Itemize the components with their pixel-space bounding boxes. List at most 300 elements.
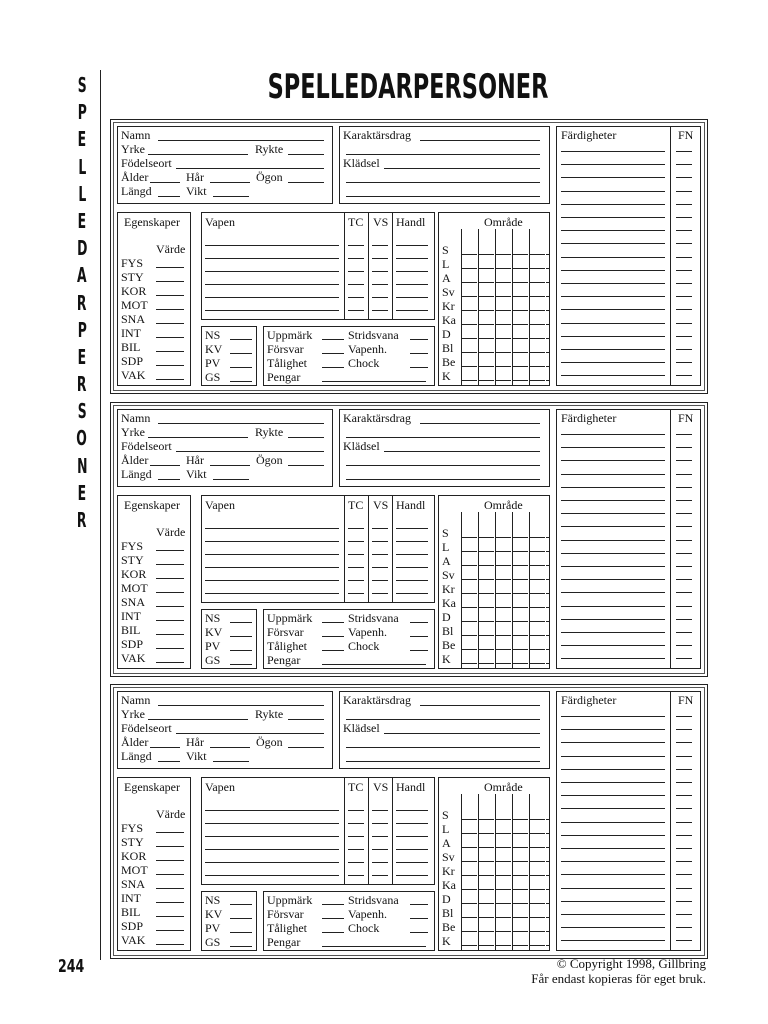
area-cell-field[interactable] (496, 565, 511, 566)
vs-field[interactable] (372, 862, 388, 863)
area-cell-field[interactable] (462, 254, 477, 255)
area-cell-field[interactable] (546, 268, 549, 269)
skill-level-field[interactable] (676, 566, 692, 567)
tc-field[interactable] (348, 823, 364, 824)
area-cell-field[interactable] (462, 338, 477, 339)
hair-field[interactable] (210, 465, 250, 466)
area-cell-field[interactable] (546, 621, 549, 622)
attribute-value-field[interactable] (156, 337, 184, 338)
secondary-value-field[interactable] (230, 664, 252, 665)
tc-field[interactable] (348, 258, 364, 259)
skill-level-field[interactable] (676, 487, 692, 488)
secondary-value-field[interactable] (230, 339, 252, 340)
traits-field[interactable] (420, 705, 540, 706)
skill-level-field[interactable] (676, 658, 692, 659)
skill-level-field[interactable] (676, 769, 692, 770)
area-cell-field[interactable] (479, 537, 494, 538)
area-cell-field[interactable] (546, 380, 549, 381)
area-cell-field[interactable] (496, 621, 511, 622)
weapon-skill-field[interactable] (410, 918, 428, 919)
area-cell-field[interactable] (462, 296, 477, 297)
area-cell-field[interactable] (496, 268, 511, 269)
skill-level-field[interactable] (676, 861, 692, 862)
skill-level-field[interactable] (676, 782, 692, 783)
skill-name-field[interactable] (561, 243, 665, 244)
skill-name-field[interactable] (561, 164, 665, 165)
tc-field[interactable] (348, 554, 364, 555)
area-cell-field[interactable] (496, 819, 511, 820)
skill-level-field[interactable] (676, 632, 692, 633)
area-cell-field[interactable] (513, 649, 528, 650)
handling-field[interactable] (396, 849, 428, 850)
area-cell-field[interactable] (479, 621, 494, 622)
handling-field[interactable] (396, 593, 428, 594)
attribute-value-field[interactable] (156, 846, 184, 847)
skill-name-field[interactable] (561, 756, 665, 757)
skill-level-field[interactable] (676, 230, 692, 231)
skill-name-field[interactable] (561, 375, 665, 376)
attribute-value-field[interactable] (156, 832, 184, 833)
skill-level-field[interactable] (676, 553, 692, 554)
area-cell-field[interactable] (513, 819, 528, 820)
weapon-field[interactable] (205, 580, 339, 581)
area-cell-field[interactable] (513, 833, 528, 834)
skill-name-field[interactable] (561, 742, 665, 743)
skill-name-field[interactable] (561, 940, 665, 941)
area-cell-field[interactable] (462, 282, 477, 283)
area-cell-field[interactable] (513, 663, 528, 664)
reputation-field[interactable] (288, 437, 324, 438)
handling-field[interactable] (396, 541, 428, 542)
area-cell-field[interactable] (479, 861, 494, 862)
clothing-field[interactable] (384, 733, 540, 734)
clothing-field[interactable] (384, 168, 540, 169)
area-cell-field[interactable] (479, 551, 494, 552)
area-cell-field[interactable] (513, 931, 528, 932)
area-cell-field[interactable] (496, 254, 511, 255)
area-cell-field[interactable] (479, 282, 494, 283)
age-field[interactable] (150, 182, 180, 183)
hair-field[interactable] (210, 747, 250, 748)
skill-name-field[interactable] (561, 888, 665, 889)
area-cell-field[interactable] (496, 366, 511, 367)
skill-name-field[interactable] (561, 151, 665, 152)
skill-name-field[interactable] (561, 658, 665, 659)
skill-level-field[interactable] (676, 645, 692, 646)
skill-name-field[interactable] (561, 217, 665, 218)
area-cell-field[interactable] (479, 324, 494, 325)
secondary-value-field[interactable] (230, 636, 252, 637)
eyes-field[interactable] (288, 465, 324, 466)
area-cell-field[interactable] (496, 352, 511, 353)
attribute-value-field[interactable] (156, 365, 184, 366)
area-cell-field[interactable] (496, 635, 511, 636)
secondary-value-field[interactable] (230, 946, 252, 947)
weight-field[interactable] (213, 761, 249, 762)
area-cell-field[interactable] (513, 579, 528, 580)
toughness-field[interactable] (322, 932, 344, 933)
area-cell-field[interactable] (546, 579, 549, 580)
area-cell-field[interactable] (530, 593, 545, 594)
toughness-field[interactable] (322, 650, 344, 651)
tc-field[interactable] (348, 567, 364, 568)
skill-level-field[interactable] (676, 257, 692, 258)
area-cell-field[interactable] (546, 593, 549, 594)
skill-level-field[interactable] (676, 191, 692, 192)
shock-field[interactable] (410, 367, 428, 368)
skill-name-field[interactable] (561, 795, 665, 796)
area-cell-field[interactable] (546, 663, 549, 664)
area-cell-field[interactable] (479, 663, 494, 664)
area-cell-field[interactable] (546, 254, 549, 255)
vs-field[interactable] (372, 836, 388, 837)
area-cell-field[interactable] (462, 551, 477, 552)
area-cell-field[interactable] (496, 875, 511, 876)
skill-level-field[interactable] (676, 309, 692, 310)
weapon-field[interactable] (205, 875, 339, 876)
area-cell-field[interactable] (479, 819, 494, 820)
area-cell-field[interactable] (546, 551, 549, 552)
traits-field[interactable] (420, 423, 540, 424)
area-cell-field[interactable] (546, 282, 549, 283)
attribute-value-field[interactable] (156, 888, 184, 889)
area-cell-field[interactable] (513, 310, 528, 311)
area-cell-field[interactable] (462, 621, 477, 622)
skill-name-field[interactable] (561, 566, 665, 567)
area-cell-field[interactable] (513, 903, 528, 904)
tc-field[interactable] (348, 836, 364, 837)
area-cell-field[interactable] (462, 903, 477, 904)
area-cell-field[interactable] (530, 861, 545, 862)
area-cell-field[interactable] (546, 819, 549, 820)
weapon-field[interactable] (205, 297, 339, 298)
handling-field[interactable] (396, 580, 428, 581)
handling-field[interactable] (396, 554, 428, 555)
attribute-value-field[interactable] (156, 309, 184, 310)
shock-field[interactable] (410, 650, 428, 651)
area-cell-field[interactable] (462, 861, 477, 862)
skill-level-field[interactable] (676, 914, 692, 915)
tc-field[interactable] (348, 245, 364, 246)
attribute-value-field[interactable] (156, 379, 184, 380)
area-cell-field[interactable] (530, 380, 545, 381)
reputation-field[interactable] (288, 719, 324, 720)
clothing-field[interactable] (346, 182, 540, 183)
skill-level-field[interactable] (676, 362, 692, 363)
age-field[interactable] (150, 747, 180, 748)
attribute-value-field[interactable] (156, 578, 184, 579)
vs-field[interactable] (372, 271, 388, 272)
toughness-field[interactable] (322, 367, 344, 368)
skill-level-field[interactable] (676, 808, 692, 809)
birthplace-field[interactable] (176, 451, 324, 452)
skill-level-field[interactable] (676, 592, 692, 593)
defense-field[interactable] (322, 636, 344, 637)
name-field[interactable] (158, 140, 324, 141)
area-cell-field[interactable] (479, 945, 494, 946)
area-cell-field[interactable] (462, 819, 477, 820)
skill-level-field[interactable] (676, 460, 692, 461)
skill-name-field[interactable] (561, 336, 665, 337)
vs-field[interactable] (372, 849, 388, 850)
attribute-value-field[interactable] (156, 564, 184, 565)
area-cell-field[interactable] (513, 282, 528, 283)
area-cell-field[interactable] (530, 537, 545, 538)
area-cell-field[interactable] (513, 917, 528, 918)
area-cell-field[interactable] (479, 847, 494, 848)
attribute-value-field[interactable] (156, 606, 184, 607)
skill-level-field[interactable] (676, 888, 692, 889)
skill-level-field[interactable] (676, 756, 692, 757)
attribute-value-field[interactable] (156, 634, 184, 635)
area-cell-field[interactable] (530, 663, 545, 664)
skill-name-field[interactable] (561, 204, 665, 205)
area-cell-field[interactable] (546, 366, 549, 367)
battle-experience-field[interactable] (410, 904, 428, 905)
area-cell-field[interactable] (496, 861, 511, 862)
vs-field[interactable] (372, 593, 388, 594)
attribute-value-field[interactable] (156, 874, 184, 875)
skill-name-field[interactable] (561, 513, 665, 514)
area-cell-field[interactable] (479, 649, 494, 650)
vs-field[interactable] (372, 284, 388, 285)
battle-experience-field[interactable] (410, 622, 428, 623)
weapon-field[interactable] (205, 271, 339, 272)
money-field[interactable] (322, 381, 426, 382)
area-cell-field[interactable] (530, 931, 545, 932)
skill-name-field[interactable] (561, 323, 665, 324)
area-cell-field[interactable] (530, 338, 545, 339)
area-cell-field[interactable] (513, 366, 528, 367)
attribute-value-field[interactable] (156, 902, 184, 903)
attribute-value-field[interactable] (156, 592, 184, 593)
weapon-field[interactable] (205, 284, 339, 285)
awareness-field[interactable] (322, 622, 344, 623)
skill-name-field[interactable] (561, 296, 665, 297)
weapon-field[interactable] (205, 567, 339, 568)
area-cell-field[interactable] (496, 282, 511, 283)
area-cell-field[interactable] (513, 861, 528, 862)
skill-level-field[interactable] (676, 526, 692, 527)
area-cell-field[interactable] (530, 903, 545, 904)
area-cell-field[interactable] (530, 833, 545, 834)
attribute-value-field[interactable] (156, 662, 184, 663)
area-cell-field[interactable] (513, 254, 528, 255)
area-cell-field[interactable] (479, 875, 494, 876)
area-cell-field[interactable] (530, 607, 545, 608)
handling-field[interactable] (396, 297, 428, 298)
clothing-field[interactable] (384, 451, 540, 452)
area-cell-field[interactable] (479, 268, 494, 269)
area-cell-field[interactable] (530, 917, 545, 918)
skill-name-field[interactable] (561, 230, 665, 231)
area-cell-field[interactable] (462, 366, 477, 367)
secondary-value-field[interactable] (230, 381, 252, 382)
attribute-value-field[interactable] (156, 860, 184, 861)
vs-field[interactable] (372, 554, 388, 555)
weapon-field[interactable] (205, 554, 339, 555)
vs-field[interactable] (372, 875, 388, 876)
area-cell-field[interactable] (479, 607, 494, 608)
skill-level-field[interactable] (676, 619, 692, 620)
tc-field[interactable] (348, 810, 364, 811)
skill-level-field[interactable] (676, 795, 692, 796)
awareness-field[interactable] (322, 904, 344, 905)
area-cell-field[interactable] (479, 593, 494, 594)
secondary-value-field[interactable] (230, 367, 252, 368)
skill-name-field[interactable] (561, 553, 665, 554)
skill-level-field[interactable] (676, 901, 692, 902)
skill-name-field[interactable] (561, 632, 665, 633)
area-cell-field[interactable] (496, 324, 511, 325)
weapon-field[interactable] (205, 593, 339, 594)
profession-field[interactable] (148, 154, 248, 155)
traits-field[interactable] (420, 140, 540, 141)
vs-field[interactable] (372, 245, 388, 246)
area-cell-field[interactable] (496, 296, 511, 297)
age-field[interactable] (150, 465, 180, 466)
area-cell-field[interactable] (496, 338, 511, 339)
skill-level-field[interactable] (676, 500, 692, 501)
skill-name-field[interactable] (561, 914, 665, 915)
area-cell-field[interactable] (530, 635, 545, 636)
vs-field[interactable] (372, 297, 388, 298)
weapon-field[interactable] (205, 245, 339, 246)
handling-field[interactable] (396, 258, 428, 259)
skill-name-field[interactable] (561, 808, 665, 809)
name-field[interactable] (158, 423, 324, 424)
hair-field[interactable] (210, 182, 250, 183)
height-field[interactable] (158, 479, 180, 480)
skill-name-field[interactable] (561, 540, 665, 541)
area-cell-field[interactable] (479, 917, 494, 918)
area-cell-field[interactable] (513, 268, 528, 269)
skill-level-field[interactable] (676, 606, 692, 607)
skill-name-field[interactable] (561, 191, 665, 192)
weight-field[interactable] (213, 479, 249, 480)
area-cell-field[interactable] (462, 310, 477, 311)
area-cell-field[interactable] (462, 889, 477, 890)
attribute-value-field[interactable] (156, 351, 184, 352)
tc-field[interactable] (348, 875, 364, 876)
skill-level-field[interactable] (676, 375, 692, 376)
area-cell-field[interactable] (546, 861, 549, 862)
skill-name-field[interactable] (561, 257, 665, 258)
area-cell-field[interactable] (513, 847, 528, 848)
reputation-field[interactable] (288, 154, 324, 155)
traits-field[interactable] (346, 154, 540, 155)
skill-name-field[interactable] (561, 606, 665, 607)
area-cell-field[interactable] (462, 593, 477, 594)
area-cell-field[interactable] (479, 352, 494, 353)
skill-level-field[interactable] (676, 874, 692, 875)
skill-level-field[interactable] (676, 513, 692, 514)
skill-name-field[interactable] (561, 579, 665, 580)
battle-experience-field[interactable] (410, 339, 428, 340)
area-cell-field[interactable] (496, 593, 511, 594)
area-cell-field[interactable] (496, 903, 511, 904)
skill-level-field[interactable] (676, 940, 692, 941)
handling-field[interactable] (396, 836, 428, 837)
skill-level-field[interactable] (676, 927, 692, 928)
area-cell-field[interactable] (496, 917, 511, 918)
area-cell-field[interactable] (530, 352, 545, 353)
vs-field[interactable] (372, 258, 388, 259)
area-cell-field[interactable] (513, 875, 528, 876)
skill-name-field[interactable] (561, 769, 665, 770)
handling-field[interactable] (396, 823, 428, 824)
skill-level-field[interactable] (676, 729, 692, 730)
attribute-value-field[interactable] (156, 944, 184, 945)
area-cell-field[interactable] (546, 649, 549, 650)
area-cell-field[interactable] (496, 649, 511, 650)
area-cell-field[interactable] (462, 380, 477, 381)
tc-field[interactable] (348, 271, 364, 272)
skill-name-field[interactable] (561, 729, 665, 730)
skill-name-field[interactable] (561, 177, 665, 178)
weapon-field[interactable] (205, 541, 339, 542)
area-cell-field[interactable] (479, 565, 494, 566)
area-cell-field[interactable] (530, 621, 545, 622)
attribute-value-field[interactable] (156, 323, 184, 324)
skill-level-field[interactable] (676, 434, 692, 435)
skill-name-field[interactable] (561, 362, 665, 363)
weapon-field[interactable] (205, 810, 339, 811)
handling-field[interactable] (396, 567, 428, 568)
area-cell-field[interactable] (513, 551, 528, 552)
skill-name-field[interactable] (561, 716, 665, 717)
area-cell-field[interactable] (479, 635, 494, 636)
area-cell-field[interactable] (513, 338, 528, 339)
area-cell-field[interactable] (462, 833, 477, 834)
area-cell-field[interactable] (546, 931, 549, 932)
vs-field[interactable] (372, 541, 388, 542)
birthplace-field[interactable] (176, 733, 324, 734)
skill-level-field[interactable] (676, 270, 692, 271)
area-cell-field[interactable] (462, 565, 477, 566)
area-cell-field[interactable] (462, 649, 477, 650)
attribute-value-field[interactable] (156, 267, 184, 268)
area-cell-field[interactable] (513, 296, 528, 297)
secondary-value-field[interactable] (230, 650, 252, 651)
weight-field[interactable] (213, 196, 249, 197)
skill-level-field[interactable] (676, 835, 692, 836)
area-cell-field[interactable] (496, 833, 511, 834)
weapon-field[interactable] (205, 310, 339, 311)
skill-level-field[interactable] (676, 447, 692, 448)
area-cell-field[interactable] (462, 875, 477, 876)
profession-field[interactable] (148, 437, 248, 438)
area-cell-field[interactable] (496, 579, 511, 580)
skill-name-field[interactable] (561, 848, 665, 849)
skill-name-field[interactable] (561, 901, 665, 902)
area-cell-field[interactable] (513, 607, 528, 608)
tc-field[interactable] (348, 593, 364, 594)
area-cell-field[interactable] (479, 579, 494, 580)
area-cell-field[interactable] (479, 296, 494, 297)
skill-name-field[interactable] (561, 309, 665, 310)
tc-field[interactable] (348, 580, 364, 581)
tc-field[interactable] (348, 849, 364, 850)
money-field[interactable] (322, 664, 426, 665)
area-cell-field[interactable] (462, 607, 477, 608)
profession-field[interactable] (148, 719, 248, 720)
area-cell-field[interactable] (462, 579, 477, 580)
skill-name-field[interactable] (561, 782, 665, 783)
area-cell-field[interactable] (479, 254, 494, 255)
area-cell-field[interactable] (496, 310, 511, 311)
area-cell-field[interactable] (546, 875, 549, 876)
